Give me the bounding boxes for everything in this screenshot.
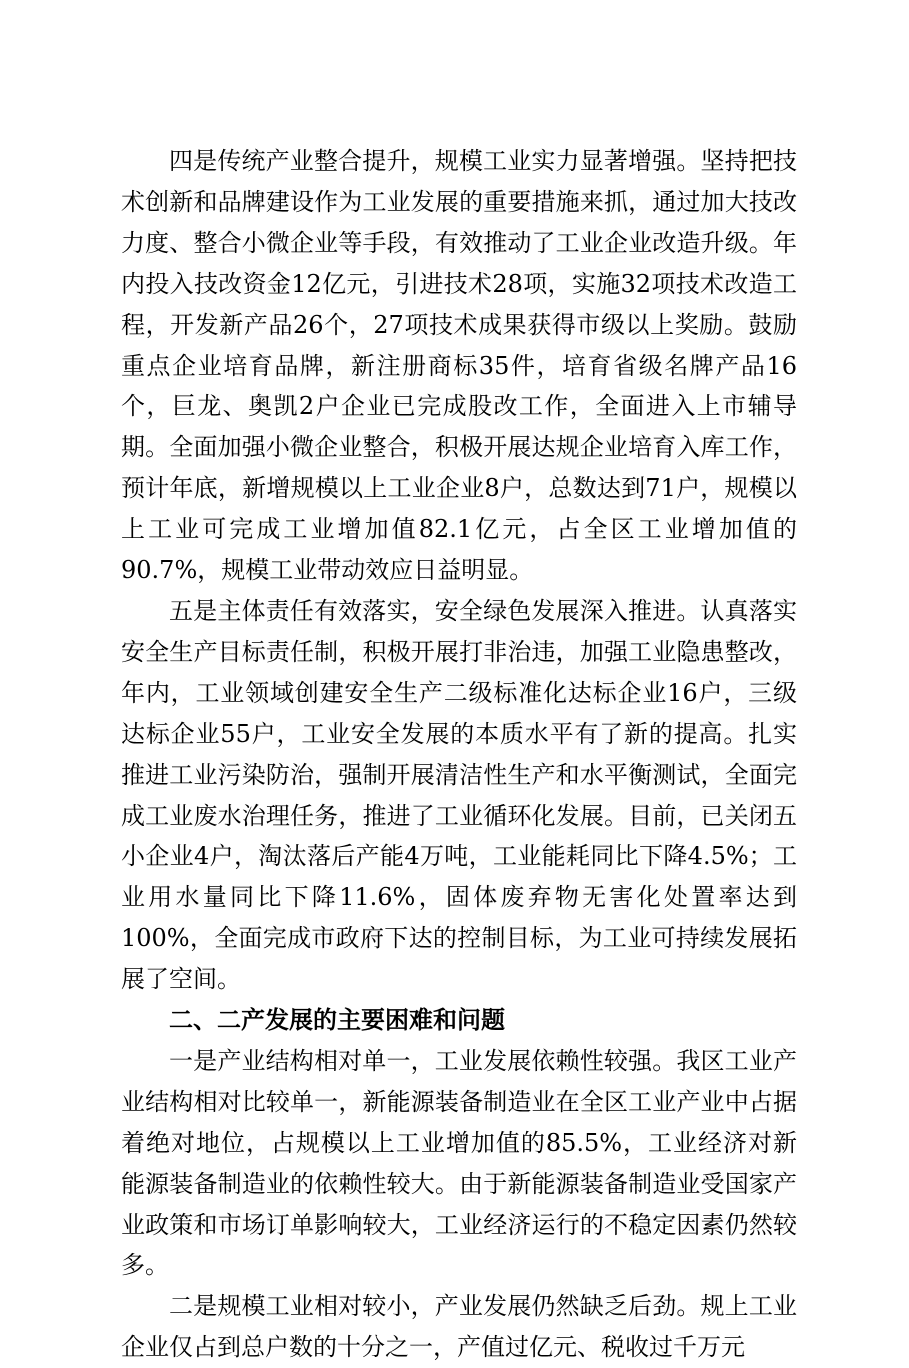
paragraph-industry-structure: 一是产业结构相对单一，工业发展依赖性较强。我区工业产业结构相对比较单一，新能源装备制造业在全区工业产业中占据着绝对地位，占规模以上工业增加值的85.5%，工业经济对新能源装备制造业的依赖性较大。由于新能源装备制造业受国家产业政策和市场订单影响较大，工业经济运行的不稳定因素仍然较多。 bbox=[121, 1046, 797, 1280]
document-body bbox=[121, 141, 797, 1368]
paragraph-safety-green-development: 五是主体责任有效落实，安全绿色发展深入推进。认真落实安全生产目标责任制，积极开展打非治违，加强工业隐患整改，年内，工业领域创建安全生产二级标准化达标企业16户，三级达标企业55户，工业安全发展的本质水平有了新的提高。扎实推进工业污染防治，强制开展清洁性生产和水平衡测试，全面完成工业废水治理任务，推进了工业循环化发展。目前，已关闭五小企业4户，淘汰落后产能4万吨，工业能耗同比下降4.5%；工业用水量同比下降11.6%，固体废弃物无害化处置率达到100%，全面完成市政府下达的控制目标，为工业可持续发展拓展了空间。 bbox=[121, 596, 797, 994]
paragraph-industry-scale: 二是规模工业相对较小，产业发展仍然缺乏后劲。规上工业企业仅占到总户数的十分之一，产值过亿元、税收过千万元 bbox=[121, 1292, 797, 1362]
section-heading: 二、二产发展的主要困难和问题 bbox=[169, 1006, 505, 1035]
paragraph-industry-integration: 四是传统产业整合提升，规模工业实力显著增强。坚持把技术创新和品牌建设作为工业发展的重要措施来抓，通过加大技改力度、整合小微企业等手段，有效推动了工业企业改造升级。年内投入技改资金12亿元，引进技术28项，实施32项技术改造工程，开发新产品26个，27项技术成果获得市级以上奖励。鼓励重点企业培育品牌，新注册商标35件，培育省级名牌产品16个，巨龙、奥凯2户企业已完成股改工作，全面进入上市辅导期。全面加强小微企业整合，积极开展达规企业培育入库工作，预计年底，新增规模以上工业企业8户，总数达到71户，规模以上工业可完成工业增加值82.1亿元，占全区工业增加值的90.7%，规模工业带动效应日益明显。 bbox=[121, 147, 797, 585]
